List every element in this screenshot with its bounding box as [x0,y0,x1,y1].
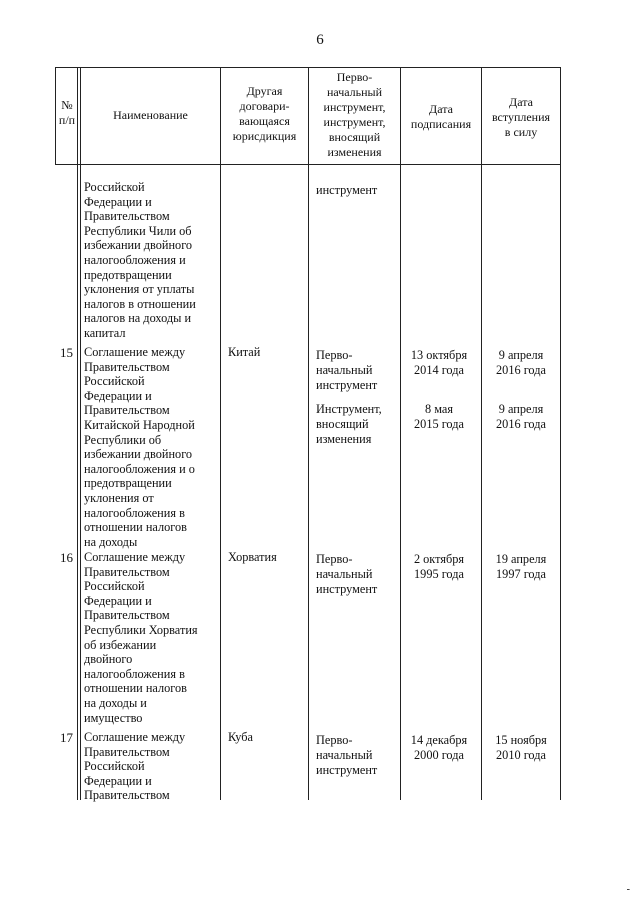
header-name: Наименование [113,108,188,122]
header-date-effective: Дата вступления в силу [491,95,551,139]
page-corner-mark: - [626,884,630,895]
row-date-signed-15-original: 13 октября 2014 года [410,348,468,377]
table-border-right [560,67,561,800]
row-instrument-16: Перво- начальный инструмент [316,552,378,596]
row-date-effective-16: 19 апреля 1997 года [495,552,547,581]
row-name-continuation: Российской Федерации и Правительством Республики Чили об избежании двойного налогообложения и предотвращении уклонения от уплаты налогов в отношении налогов на доходы и капитал [84,180,196,340]
row-date-signed-15-amending: 8 мая 2015 года [414,402,464,431]
row-number-15: 15 [60,345,73,360]
header-bottom-border [55,164,561,165]
row-instrument-17: Перво- начальный инструмент [316,733,378,777]
row-jurisdiction-16: Хорватия [228,550,277,564]
header-date-signed: Дата подписания [410,102,472,131]
row-name-15: Соглашение между Правительством Российской Федерации и Правительством Китайской Народной Республики об избежании двойного налогообложения и о предотвращении уклонения от налогообложения в отношении налогов на доходы [84,345,195,549]
row-name-16: Соглашение между Правительством Российской Федерации и Правительством Республики Хорватия об избежании двойного налогообложения в отношении налогов на доходы и имущество [84,550,198,725]
row-number-16: 16 [60,550,73,565]
header-jurisdiction: Другая договари- вающаяся юрисдикция [232,84,297,143]
row-date-effective-17: 15 ноября 2010 года [495,733,547,762]
page-number: 6 [316,32,324,48]
row-date-effective-15-amending: 9 апреля 2016 года [496,402,546,431]
row-date-signed-17: 14 декабря 2000 года [410,733,468,762]
row-date-signed-16: 2 октября 1995 года [413,552,465,581]
row-jurisdiction-15: Китай [228,345,261,359]
header-number: № п/п [58,98,76,127]
row-number-17: 17 [60,730,73,745]
table-top-border [55,67,561,68]
row-name-17: Соглашение между Правительством Российской Федерации и Правительством [84,730,186,803]
row-date-effective-15-original: 9 апреля 2016 года [496,348,546,377]
row-jurisdiction-17: Куба [228,730,253,744]
row-instrument-15-original: Перво- начальный инструмент [316,348,378,392]
column-divider-instrument [308,67,309,800]
column-divider-jurisdiction [220,67,221,800]
table-border-left [77,67,78,800]
column-divider-name [80,67,81,800]
row-instrument-15-amending: Инструмент, вносящий изменения [316,402,382,446]
row-instrument-continuation: инструмент [316,183,378,197]
header-instrument: Перво- начальный инструмент, инструмент, вносящий изменения [323,70,386,159]
column-divider-date-effective [481,67,482,800]
column-divider-date-signed [400,67,401,800]
